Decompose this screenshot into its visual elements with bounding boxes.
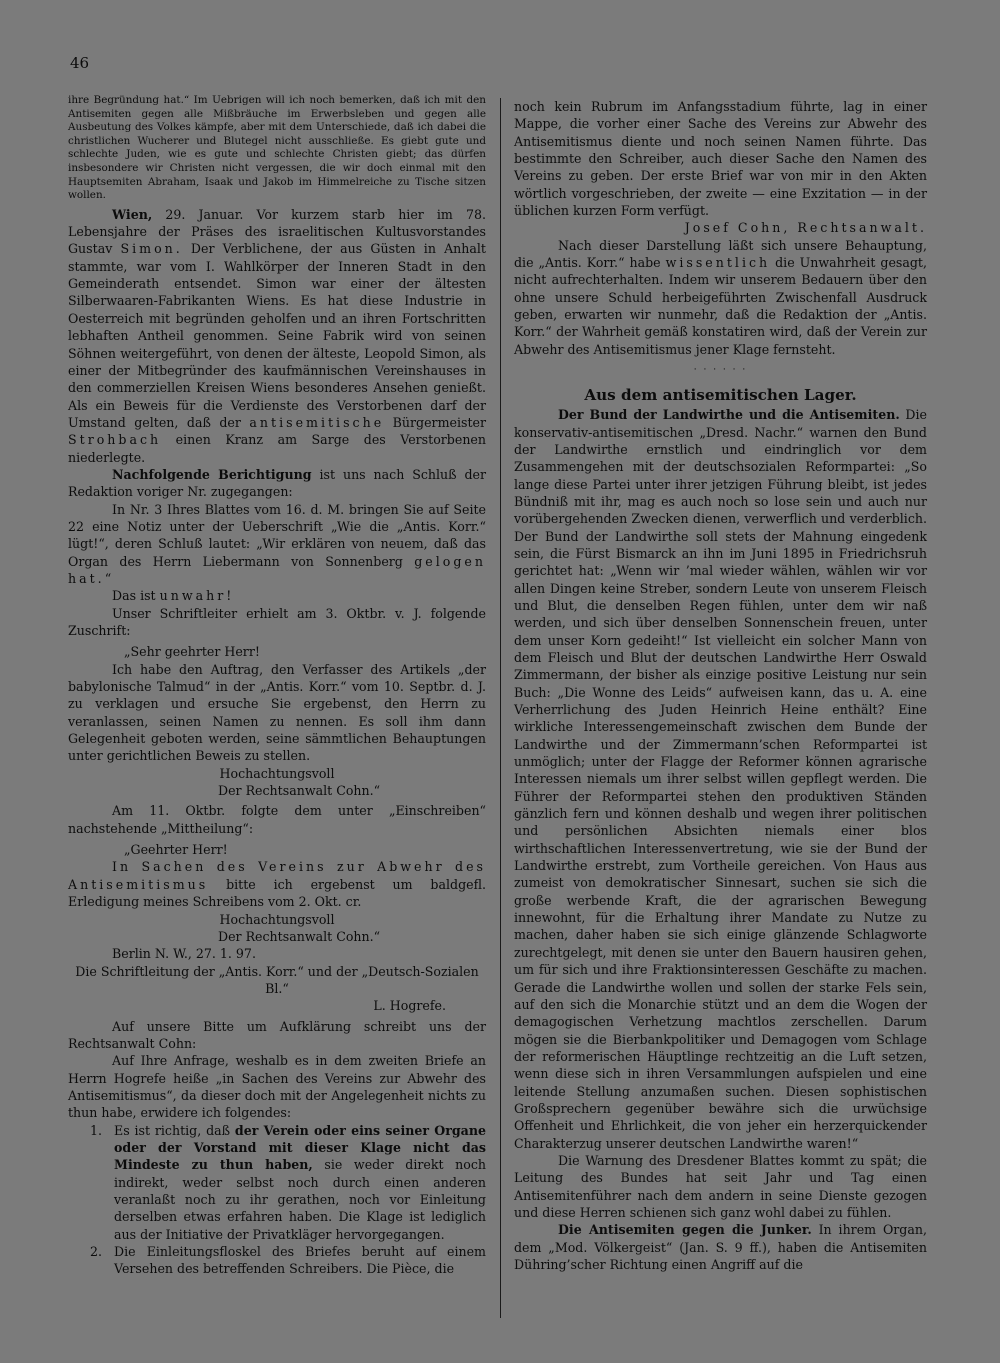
bund-paragraph xyxy=(514,406,927,1152)
junker-text: In ihrem Organ, dem „Mod. Völkergeist“ (Jan. S. 9 ff.), haben die Antisemiten Dühring’scher Richtung einen Angriff auf die xyxy=(514,1222,927,1272)
darstellung-text: Nach dieser Darstellung läßt sich unsere Behauptung, die „Antis. Korr.“ habe xyxy=(514,237,927,271)
unwahr-line xyxy=(68,587,486,604)
continuation-paragraph: noch kein Rubrum im Anfangsstadium führte, lag in einer Mappe, die vorher einer Sache des Vereins zur Abwehr des Antisemitismus diente und noch seinen Namen führte. Das bestimmte den Schreiber, auch dieser Sache den Namen des Vereins zu geben. Der erste Brief war von mir in den Akten wörtlich vorgeschrieben, der zweite — eine Exzitation — in der üblichen kurzen Form verfügt. xyxy=(514,99,927,219)
section-heading: Aus dem antisemitischen Lager. xyxy=(584,386,857,405)
wien-mayor: Strohbach xyxy=(68,432,162,448)
quote-end: “ xyxy=(104,570,112,586)
section-separator: · · · · · · xyxy=(693,365,748,376)
right-column xyxy=(514,98,927,1273)
letter2-spaced: In Sachen des Vereins zur Abwehr des Antisemitismus xyxy=(68,859,486,892)
warnung-paragraph: Die Warnung des Dresdener Blattes kommt zu spät; die Leitung des Bundes hat seit Jahr und Tag einen Antisemitenführer nach dem andern in seine Dienste gezogen und diese Herren schienen sich ganz wohl dabei zu fühlen. xyxy=(514,1152,927,1220)
wien-lead: Wien, xyxy=(112,206,153,222)
darstellung-paragraph xyxy=(514,237,927,358)
cohn-signature: Josef Cohn, Rechtsanwalt. xyxy=(684,220,927,236)
berlin-dateline: Berlin N. W., 27. 1. 97. xyxy=(112,946,256,962)
wien-paragraph xyxy=(68,206,486,466)
letter2-text: bitte ich ergebenst um baldgefl. Erledigung meines Schreibens vom 2. Okt. cr. xyxy=(68,876,486,910)
anfrage-paragraph: Auf Ihre Anfrage, weshalb es in dem zweiten Briefe an Herrn Hogrefe heiße „in Sachen des Vereins zur Abwehr des Antisemitismus“, da dieser doch mit der Angelegenheit nichts zu thun habe, erwidere ich folgendes: xyxy=(68,1053,486,1121)
junker-paragraph xyxy=(514,1221,927,1273)
letter1-salutation: „Sehr geehrter Herr! xyxy=(124,644,260,660)
quote-text: In Nr. 3 Ihres Blattes vom 16. d. M. bringen Sie auf Seite 22 eine Notiz unter der Ueberschrift „Wie die „Antis. Korr.“ lügt!“, deren Schluß lautet: „Wir erklären von neuem, daß das Organ des Herrn Liebermann von Sonnenberg xyxy=(68,501,486,569)
wien-text: 29. Januar. Vor kurzem starb hier im 78. Lebensjahre der Präses des israelitischen Kultusvorstandes Gustav xyxy=(68,206,486,257)
quote-paragraph-1 xyxy=(68,501,486,588)
wien-text3: Bürgermeister xyxy=(384,414,486,430)
letter2-salutation: „Geehrter Herr! xyxy=(124,842,228,858)
wien-text4: einen Kranz am Sarge des Verstorbenen niederlegte. xyxy=(68,432,486,465)
darstellung-spaced: wissentlich xyxy=(665,255,771,271)
list-item-2 xyxy=(68,1243,486,1278)
page-number: 46 xyxy=(70,54,90,72)
list-text-2: Die Einleitungsfloskel des Briefes beruht auf einem Versehen des betreffenden Schreibers. Die Pièce, die xyxy=(114,1244,486,1277)
letter2-signature: Der Rechtsanwalt Cohn.“ xyxy=(218,928,381,944)
left-column xyxy=(68,94,486,1278)
mittheilung-paragraph: Am 11. Oktbr. folgte dem unter „Einschreiben“ nachstehende „Mittheilung“: xyxy=(68,803,486,836)
darstellung-rest: die Unwahrheit gesagt, nicht aufrechterhalten. Indem wir unserem Bedauern über den ohne unsere Schuld herbeigeführten Zwischenfall Ausdruck geben, erwarten wir nunmehr, daß die Redaktion der „Antis. Korr.“ der Wahrheit gemäß konstatiren wird, daß der Verein zur Abwehr des Antisemitismus jener Klage fernsteht. xyxy=(514,255,927,357)
unwahr-prefix: Das ist xyxy=(112,588,160,604)
list-number-2: 2. xyxy=(90,1244,103,1260)
quote-spaced: gelogen hat. xyxy=(68,553,486,586)
list-number-1: 1. xyxy=(90,1122,103,1138)
unwahr-word: unwahr! xyxy=(159,588,235,604)
wien-text2: Der Verblichene, der aus Güsten in Anhalt stammte, war vom I. Wahlkörper der Inneren Stadt in den Gemeinderath entsendet. Simon war einer der ältesten Silberwaaren-Fabrikanten Wiens. Es hat diese Industrie in Oesterreich mit begründen geholfen und an ihren Fortschritten lebhaften Antheil genommen. Seine Fabrik wird von seinen Söhnen weitergeführt, von denen der älteste, Leopold Simon, als einer der Mitbegründer des kaufmännischen Vereinshauses in den commerziellen Kreisen Wiens besonderes Ansehen genießt. Als ein Beweis für die Verdienste des Verstorbenen darf der Umstand gelten, daß der xyxy=(68,241,486,430)
zuschrift-paragraph: Unser Schriftleiter erhielt am 3. Oktbr. v. J. folgende Zuschrift: xyxy=(68,605,486,638)
item1-bold: der Verein oder eins seiner Organe oder der Vorstand mit dieser Klage nicht das Mindeste zu thun haben, xyxy=(114,1122,486,1173)
intro-paragraph: ihre Begründung hat.“ Im Uebrigen will ich noch bemerken, daß ich mit den Antisemiten gegen alle Mißbräuche im Erwerbsleben und gegen alle Ausbeutung des Volkes kämpfe, aber mit dem Unterschiede, daß ich dabei die christlichen Wucherer und Blutegel nicht ausschließe. Es giebt gute und schlechte Juden, wie es gute und schlechte Christen giebt; das dürfen insbesondere wir Christen nicht vergessen, die wir doch einmal mit den Hauptsemiten Abraham, Isaak und Jakob im Himmelreiche zu Tische sitzen wollen. xyxy=(68,94,486,202)
letter2-body xyxy=(68,858,486,910)
bund-lead: Der Bund der Landwirthe und die Antisemiten. xyxy=(558,407,900,423)
wien-spaced: antisemitische xyxy=(249,414,385,430)
bund-text: Die konservativ-antisemitischen „Dresd. Nachr.“ warnen den Bund der Landwirthe ernstlich und eindringlich vor dem Zusammengehen mit der deutschsozialen Reformpartei: „So lange diese Partei unter ihrer jetzigen Führung bleibt, ist jedes Bündniß mit ihr, mag es auch noch so lose sein und auch nur vorübergehenden Zwecken dienen, verwerflich und verderblich. Der Bund der Landwirthe soll stets der Mahnung eingedenk sein, die Fürst Bismarck an ihn im Juni 1895 in Friedrichsruh gerichtet hat: „Wenn wir ’mal wieder wählen, wählen wir vor allen Dingen keine Streber, sondern Leute von unserem Fleisch und Blut, die denselben Regen fühlen, unter dem wir naß werden, und sich über denselben Sonnenschein freuen, unter dem unser Korn gedeiht!“ Ist vielleicht ein solcher Mann von dem Fleisch und Blut der deutschen Landwirthe Herr Oswald Zimmermann, der bisher als einzige positive Leistung nur sein Buch: „Die Wonne des Leids“ aufweisen kann, das u. A. eine Verherrlichung des Juden Heinrich Heine enthält? Eine wirkliche Interessengemeinschaft zwischen dem Bunde der Landwirthe und der Zimmermann’schen Reformpartei ist unmöglich; unter der Flagge der Reformer können agrarische Interessen niemals um ihrer selbst willen gepflegt werden. Die Führer der Reformpartei stehen den produktiven Ständen gänzlich fern und können deshalb und wegen ihrer politischen und persönlichen Absichten niemals einer blos wirthschaftlichen Interessenvertretung, wie sie der Bund der Landwirthe erstrebt, zum Vortheile gereichen. Von Haus aus zumeist von demokratischer Sinnesart, suchen sie sich die große werbende Kraft, die der agrarischen Bewegung innewohnt, für die Erhaltung ihrer Mandate zu Nutze zu machen, daher haben sie sich einige glänzende Schlagworte zurechtgelegt, mit denen sie unter den Bauern hausiren gehen, um für sich und ihre Fraktionsinteressen Geschäfte zu machen. Gerade die Landwirthe wollen und sollen der starke Fels sein, auf den sich die Monarchie stützt und an dem die Wogen der demagogischen Verhetzung machtlos zerschellen. Darum mögen sie die Bierbankpolitiker und Demagogen vom Schlage der reformerischen Häuptlinge rechtzeitig an die Luft setzen, wenn diese sich in ihren Versammlungen aufspielen und eine leitende Stellung anzumaßen suchen. Diesen sophistischen Großsprechern gegenüber bewähre sich die urwüchsige Offenheit und Ehrlichkeit, die von jeher ein herzerquickender Charakterzug unserer deutschen Landwirthe waren!“ xyxy=(514,407,927,1151)
letter1-body: Ich habe den Auftrag, den Verfasser des Artikels „der babylonische Talmud“ in der „Antis. Korr.“ vom 10. Septbr. d. J. zu verklagen und ersuche Sie ergebenst, den Herrn zu veranlassen, seinen Namen zu nennen. Es soll ihm dann Gelegenheit geboten werden, seine sämmtlichen Behauptungen unter gerichtlichen Beweis zu stellen. xyxy=(68,661,486,764)
list-item-1 xyxy=(68,1122,486,1243)
column-divider xyxy=(500,98,501,1318)
wien-name: Simon. xyxy=(120,241,183,257)
aufklaerung-paragraph: Auf unsere Bitte um Aufklärung schreibt uns der Rechtsanwalt Cohn: xyxy=(68,1018,486,1051)
schriftleitung-line: Die Schriftleitung der „Antis. Korr.“ und der „Deutsch-Sozialen Bl.“ xyxy=(75,963,479,996)
item1-prefix: Es ist richtig, daß xyxy=(114,1122,235,1138)
hogrefe-signature: L. Hogrefe. xyxy=(373,998,446,1014)
berichtigung-lead: Nachfolgende Berichtigung xyxy=(112,466,312,482)
list-text-1 xyxy=(114,1122,486,1243)
berichtigung-paragraph xyxy=(68,466,486,501)
letter1-signature: Der Rechtsanwalt Cohn.“ xyxy=(218,783,381,799)
letter1-closing: Hochachtungsvoll xyxy=(219,765,335,781)
letter2-closing: Hochachtungsvoll xyxy=(219,911,335,927)
item1-rest: sie weder direkt noch indirekt, weder selbst noch durch einen anderen veranlaßt noch zu ihr gerathen, noch vor Einleitung derselben etwas erfahren haben. Die Klage ist lediglich aus der Initiative der Privatkläger hervorgegangen. xyxy=(114,1157,486,1242)
junker-lead: Die Antisemiten gegen die Junker. xyxy=(558,1222,812,1238)
berichtigung-text: ist uns nach Schluß der Redaktion voriger Nr. zugegangen: xyxy=(68,466,487,500)
